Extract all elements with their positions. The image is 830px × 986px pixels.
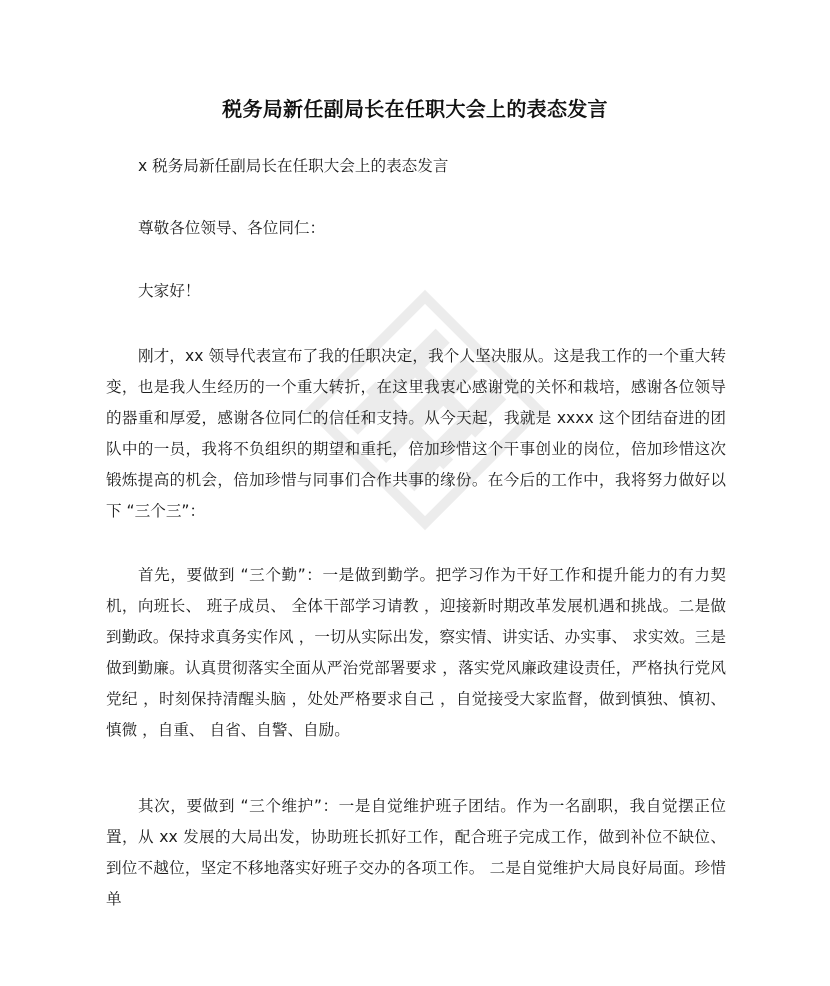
paragraph-three-diligence: 首先，要做到 “三个勤”：一是做到勤学。把学习作为干好工作和提升能力的有力契机，向班长、 班子成员、 全体干部学习请教 ，迎接新时期改革发展机遇和挑战。二是做到勤政。保持求真务实作风 ，一切从实际出发，察实情、讲实话、办实事、 求实效。三是做到勤廉。认真贯彻落实全面从严治党部署要求 ，落实党风廉政建设责任，严格执行党风党纪 ，时刻保持清醒头脑 ，处处严格要求自己 ，自觉接受大家监督，做到慎独、慎初、慎微 ，自重、 自省、自警、自励。 [106,566,726,739]
greeting-line: 大家好！ [138,282,201,300]
salutation: 尊敬各位领导、各位同仁： [138,219,326,237]
paragraph-intro: 刚才，xx 领导代表宣布了我的任职决定，我个人坚决服从。这是我工作的一个重大转变，也是我人生经历的一个重大转折，在这里我衷心感谢党的关怀和栽培，感谢各位领导的器重和厚爱，感谢各位同仁的信任和支持。从今天起，我就是 xxxx 这个团结奋进的团队中的一员，我将不负组织的期望和重托，倍加珍惜这个干事创业的岗位，倍加珍惜这次锻炼提高的机会，倍加珍惜与同事们合作共事的缘份。在今后的工作中，我将努力做好以下 “三个三”： [106,347,726,520]
document-title: 税务局新任副局长在任职大会上的表态发言 [222,97,608,122]
document-subtitle: x 税务局新任副局长在任职大会上的表态发言 [138,157,449,175]
paragraph-three-maintain: 其次，要做到 “三个维护”：一是自觉维护班子团结。作为一名副职，我自觉摆正位置，从 xx 发展的大局出发，协助班长抓好工作，配合班子完成工作，做到补位不缺位、 到位不越位，坚定不移地落实好班子交办的各项工作。 二是自觉维护大局良好局面。珍惜单 [106,797,726,908]
